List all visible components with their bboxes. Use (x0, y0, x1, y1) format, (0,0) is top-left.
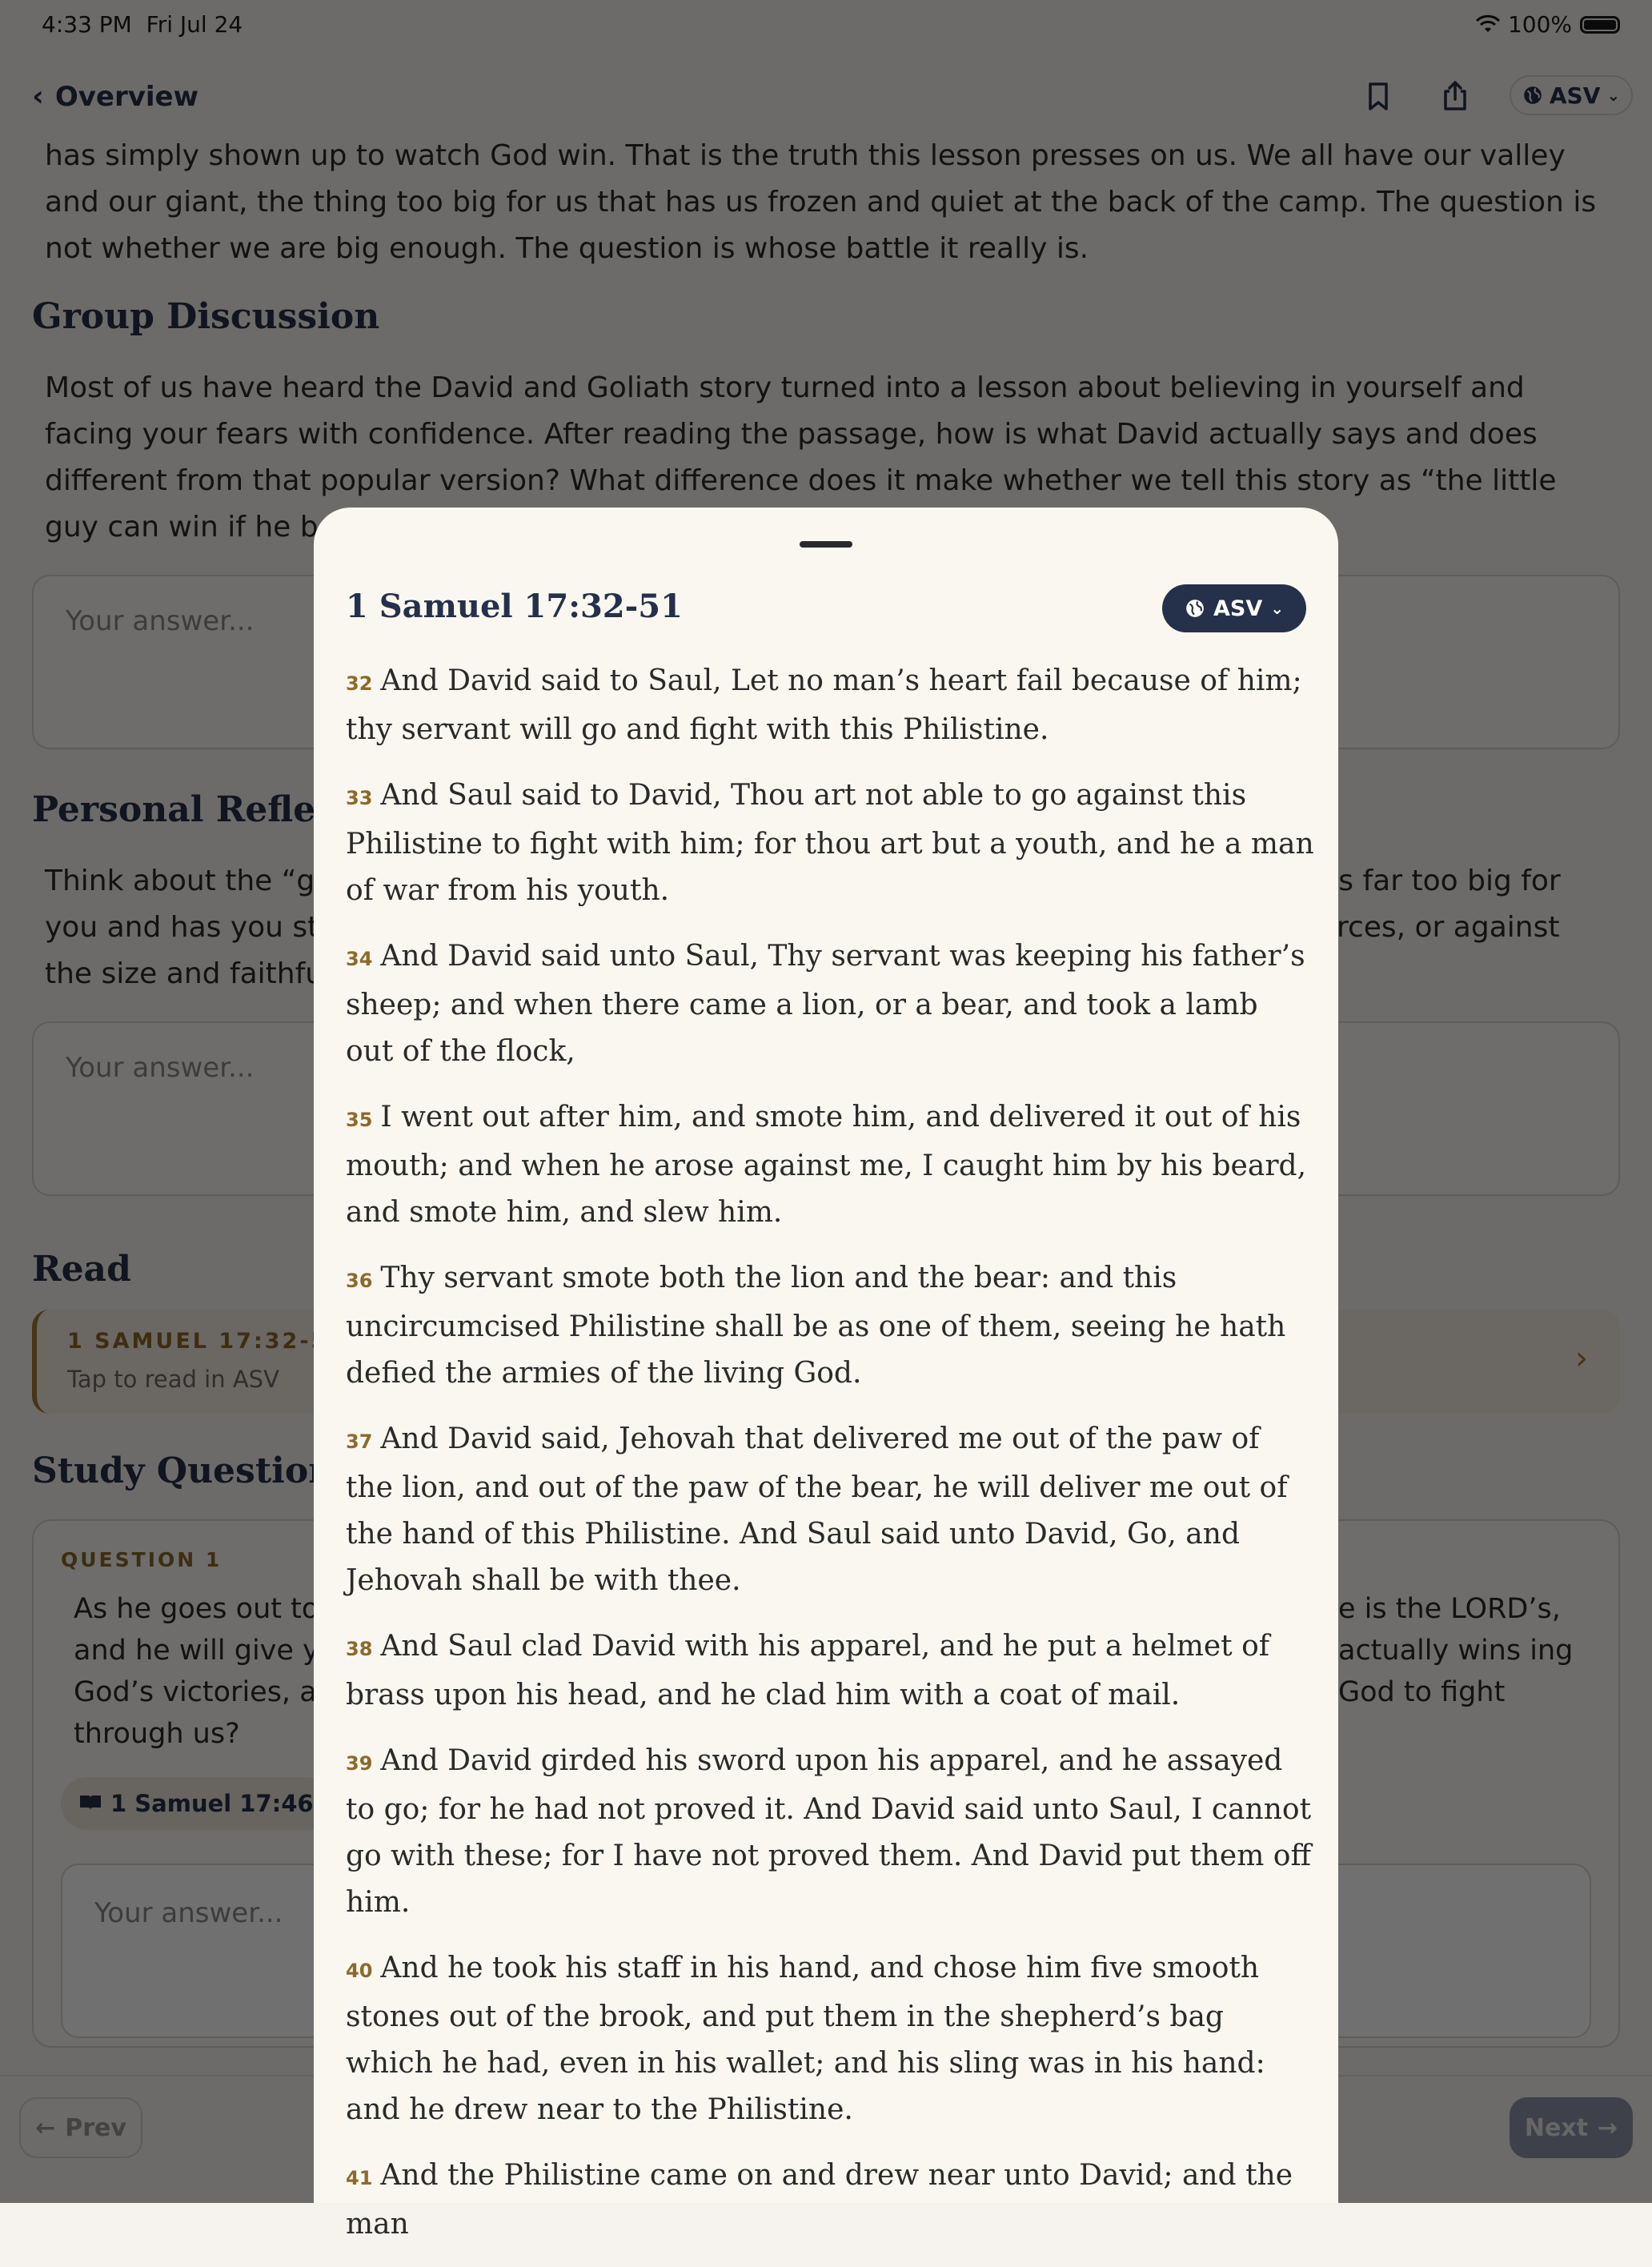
verse (346, 658, 1314, 753)
passage-sheet (314, 508, 1338, 2241)
verse (346, 1623, 1314, 1719)
verse-text: And David said to Saul, Let no man’s heart fail because of him; thy servant will go and fight with this Philistine. (346, 664, 1302, 746)
verse-text: And he took his staff in his hand, and chose him five smooth stones out of the brook, and put them in the shepherd’s bag which he had, even in his wallet; and his sling was in his hand: and he drew near to the Philistine. (346, 1952, 1265, 2126)
globe-icon (1185, 598, 1205, 619)
verse-number: 34 (346, 948, 373, 970)
verse-number: 38 (346, 1638, 373, 1660)
verse-number: 32 (346, 672, 373, 695)
sheet-title: 1 Samuel 17:32-51 (346, 588, 683, 625)
verse (346, 1094, 1314, 1236)
sheet-version-label: ASV (1213, 596, 1263, 621)
verse-number: 33 (346, 787, 373, 809)
verse (346, 1416, 1314, 1604)
sheet-version-button[interactable] (1162, 584, 1306, 632)
verse-number: 40 (346, 1960, 373, 1982)
verse-text: I went out after him, and smote him, and delivered it out of his mouth; and when he arose against me, I caught him by his beard, and smote him, and slew him. (346, 1101, 1307, 1229)
verse (346, 933, 1314, 1075)
verse-text: And Saul said to David, Thou art not able to go against this Philistine to fight with him; for thou art but a youth, and he a man of war from his youth. (346, 779, 1314, 907)
verse-text: And the Philistine came on and drew near unto David; and the man (346, 2159, 1293, 2241)
verse (346, 1738, 1314, 1926)
sheet-grabber[interactable] (800, 541, 852, 548)
verse-text: And David girded his sword upon his apparel, and he assayed to go; for he had not proved it. And David said unto Saul, I cannot go with these; for I have not proved them. And David put them off him. (346, 1744, 1312, 1919)
chevron-down-icon: ⌄ (1270, 599, 1284, 618)
verse (346, 772, 1314, 914)
verse (346, 2153, 1314, 2248)
verse-number: 35 (346, 1109, 373, 1131)
verse-text: And David said, Jehovah that delivered me out of the paw of the lion, and out of the paw of the bear, he will deliver me out of the hand of this Philistine. And Saul said unto David, Go, and Jehovah shall be with thee. (346, 1422, 1288, 1597)
verse (346, 1255, 1314, 1397)
verse-text: And David said unto Saul, Thy servant was keeping his father’s sheep; and when there came a lion, or a bear, and took a lamb out of the flock, (346, 940, 1305, 1068)
verse-list (346, 658, 1314, 2267)
verse-text: And Saul clad David with his apparel, and he put a helmet of brass upon his head, and he clad him with a coat of mail. (346, 1630, 1270, 1711)
verse-number: 36 (346, 1270, 373, 1292)
verse (346, 1945, 1314, 2133)
verse-number: 37 (346, 1430, 373, 1453)
verse-number: 39 (346, 1752, 373, 1775)
verse-number: 41 (346, 2167, 373, 2189)
verse-text: Thy servant smote both the lion and the bear: and this uncircumcised Philistine shall be as one of them, seeing he hath defied the armies of the living God. (346, 1262, 1286, 1390)
